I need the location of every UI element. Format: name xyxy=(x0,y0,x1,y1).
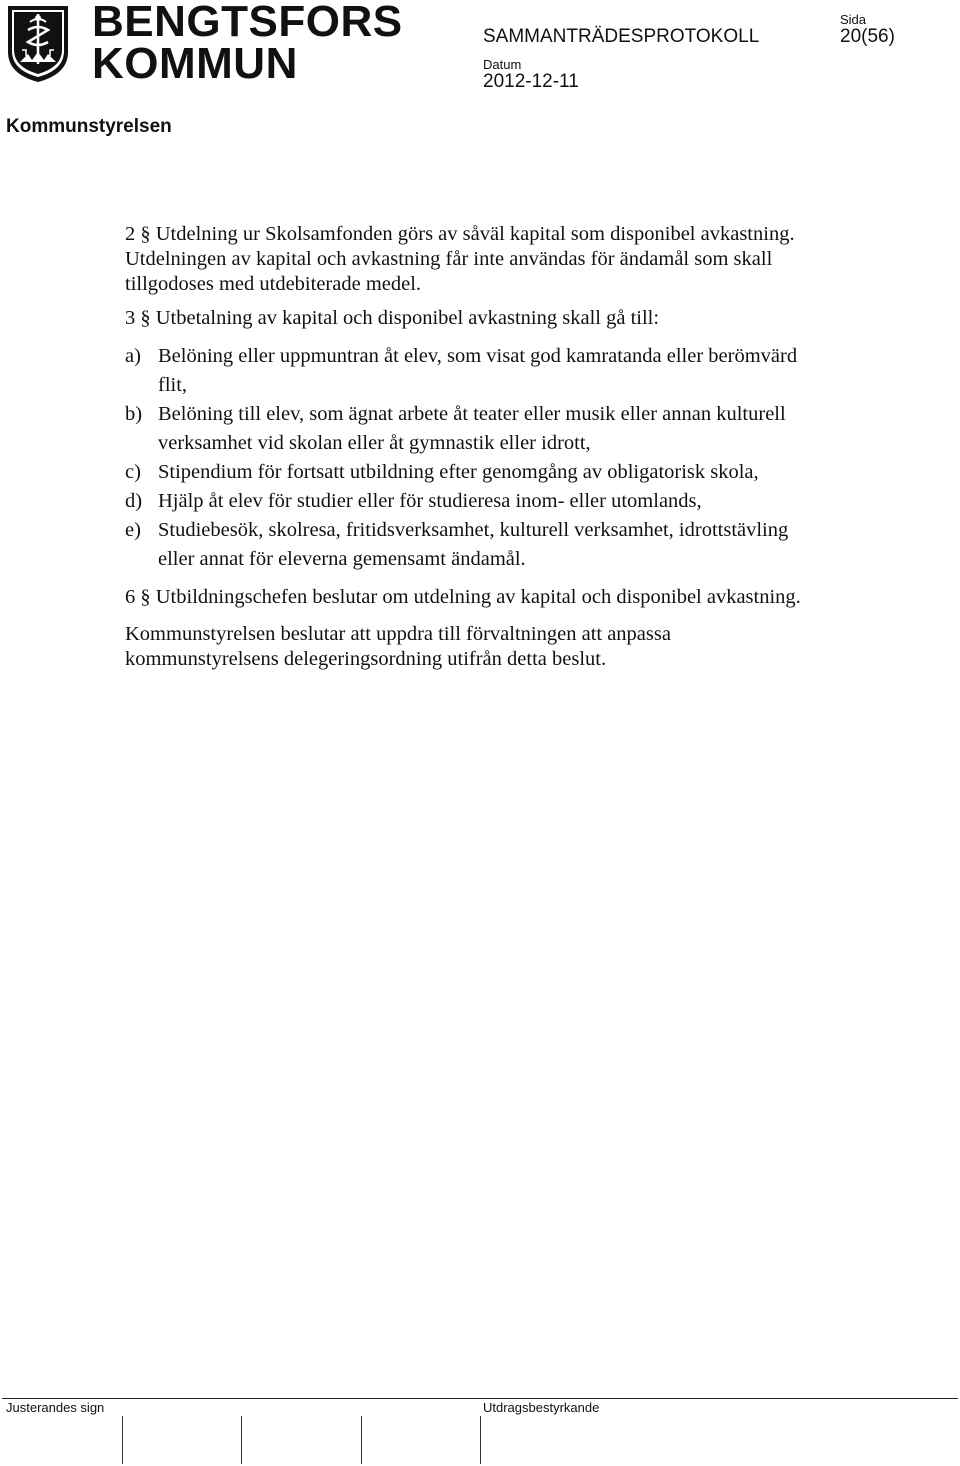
list-item xyxy=(125,400,825,458)
payout-purpose-list xyxy=(125,342,825,574)
signature-box-divider xyxy=(122,1416,123,1464)
page-number: 20(56) xyxy=(840,26,895,47)
signature-footer xyxy=(0,1398,960,1466)
list-item xyxy=(125,458,825,487)
list-item-text: Stipendium för fortsatt utbildning efter genomgång av obligatorisk skola, xyxy=(158,461,759,483)
decision-paragraph: Kommunstyrelsen beslutar att uppdra till förvaltningen att anpassa kommunstyrelsens delegeringsordning utifrån detta beslut. xyxy=(125,623,671,670)
paragraph-3-section: 3 § Utbetalning av kapital och disponibel avkastning skall gå till: xyxy=(125,307,660,329)
list-marker: b) xyxy=(125,403,143,425)
signature-box-divider xyxy=(480,1416,481,1464)
organ-name: Kommunstyrelsen xyxy=(6,116,172,137)
paragraph-2-section: 2 § Utdelning ur Skolsamfonden görs av såväl kapital som disponibel avkastning. Utdelningen av kapital och avkastning får inte användas för ändamål som skall tillgodoses med utdebiterade medel. xyxy=(125,223,795,295)
date-value: 2012-12-11 xyxy=(483,71,579,92)
paragraph-6-section: 6 § Utbildningschefen beslutar om utdelning av kapital och disponibel avkastning. xyxy=(125,586,801,608)
logo-text-line1: BENGTSFORS xyxy=(92,0,403,46)
signature-box-divider xyxy=(241,1416,242,1464)
list-item-text: Belöning eller uppmuntran åt elev, som visat god kamratanda eller berömvärd flit, xyxy=(158,345,798,396)
document-body xyxy=(125,222,825,672)
list-marker: c) xyxy=(125,461,141,483)
list-item-text: Studiebesök, skolresa, fritidsverksamhet, kulturell verksamhet, idrottstävling eller annat för eleverna gemensamt ändamål. xyxy=(158,519,789,570)
list-item-text: Belöning till elev, som ägnat arbete åt teater eller musik eller annan kulturell verksamhet vid skolan eller åt gymnastik eller idrott, xyxy=(158,403,786,454)
logo-text-line2: KOMMUN xyxy=(92,39,298,88)
list-marker: d) xyxy=(125,490,143,512)
coat-of-arms-logo xyxy=(6,4,70,84)
list-marker: a) xyxy=(125,345,141,367)
footer-divider xyxy=(2,1398,958,1399)
justerandes-sign-label: Justerandes sign xyxy=(6,1400,105,1415)
list-item xyxy=(125,342,825,400)
utdragsbestyrkande-label: Utdragsbestyrkande xyxy=(483,1400,600,1415)
signature-box-divider xyxy=(361,1416,362,1464)
page-label: Sida xyxy=(840,12,867,27)
list-item xyxy=(125,487,825,516)
date-label: Datum xyxy=(483,57,522,72)
list-item-text: Hjälp åt elev för studier eller för studieresa inom- eller utomlands, xyxy=(158,490,702,512)
list-item xyxy=(125,516,825,574)
list-marker: e) xyxy=(125,519,141,541)
document-title: SAMMANTRÄDESPROTOKOLL xyxy=(483,26,760,47)
